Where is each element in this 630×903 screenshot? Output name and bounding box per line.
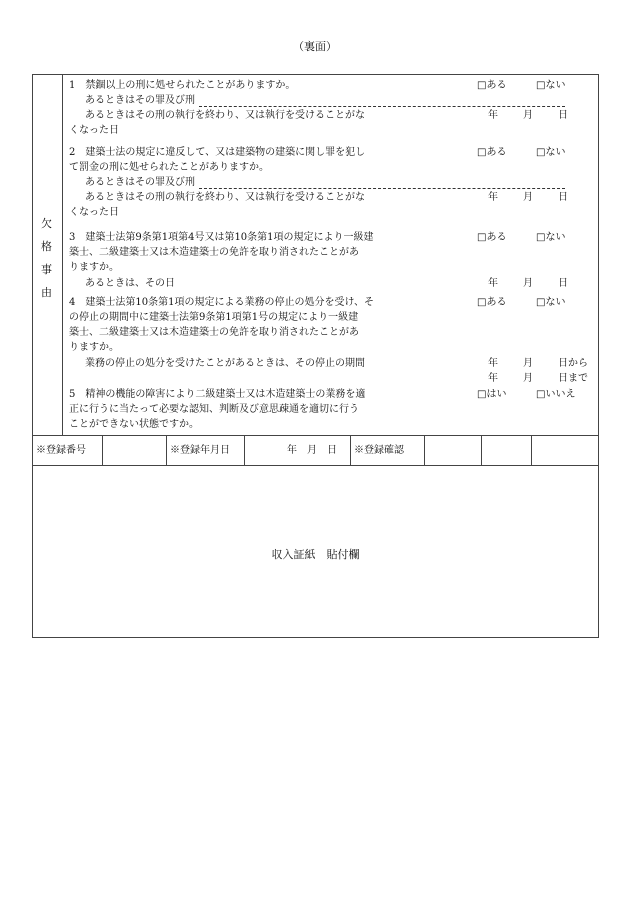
question-text: 築士、二級建築士又は木造建築士の免許を取り消されたことがあ	[69, 247, 359, 258]
option-no-checkbox[interactable]: □いいえ	[536, 389, 576, 400]
question-text: りますか。	[69, 262, 119, 273]
option-no-checkbox[interactable]: □ない	[536, 80, 566, 91]
sub-text: 業務の停止の処分を受けたことがあるときは、その停止の期間	[85, 358, 365, 369]
sub-text: あるときはその刑の執行を終わり、又は執行を受けることがな	[85, 110, 365, 121]
answer-line[interactable]	[199, 188, 565, 189]
date-month: 月	[523, 278, 533, 289]
question-text: て罰金の刑に処せられたことがありますか。	[69, 162, 269, 173]
registration-confirm-field[interactable]	[482, 436, 532, 465]
option-yes-checkbox[interactable]: □ある	[477, 80, 507, 91]
registration-confirm-label: ※登録確認	[351, 436, 425, 465]
revenue-stamp-label: 収入証紙 貼付欄	[271, 548, 360, 561]
date-month: 月	[523, 192, 533, 203]
date-day-until: 日まで	[558, 373, 588, 384]
question-text: 4 建築士法第10条第1項の規定による業務の停止の処分を受け、そ	[69, 297, 375, 308]
option-no-checkbox[interactable]: □ない	[536, 297, 566, 308]
date-day-from: 日から	[558, 358, 588, 369]
option-yes-checkbox[interactable]: □ある	[477, 297, 507, 308]
question-text: ことができない状態ですか。	[69, 419, 199, 430]
question-text: 1 禁錮以上の刑に処せられたことがありますか。	[69, 80, 296, 91]
option-no-checkbox[interactable]: □ない	[536, 147, 566, 158]
sub-text: あるときはその罪及び刑	[85, 95, 195, 106]
page-title: （裏面）	[293, 40, 337, 53]
question-text: 2 建築士法の規定に違反して、又は建築物の建築に関し罪を犯し	[69, 147, 366, 158]
disqualification-side-label	[33, 75, 63, 435]
date-month: 月	[523, 110, 533, 121]
registration-row	[32, 436, 599, 466]
side-char: 欠	[41, 217, 52, 230]
side-char: 由	[41, 286, 52, 299]
side-char: 事	[41, 263, 52, 276]
date-day: 日	[558, 278, 568, 289]
question-text: 5 精神の機能の障害により二級建築士又は木造建築士の業務を適	[69, 389, 366, 400]
date-year: 年	[488, 373, 498, 384]
date-year: 年	[488, 192, 498, 203]
registration-date-label: ※登録年月日	[167, 436, 245, 465]
date-day: 日	[558, 192, 568, 203]
option-yes-checkbox[interactable]: □はい	[477, 389, 507, 400]
registration-number-label: ※登録番号	[33, 436, 103, 465]
date-year: 年	[488, 358, 498, 369]
sub-text: くなった日	[69, 125, 119, 136]
date-year: 年	[488, 278, 498, 289]
option-no-checkbox[interactable]: □ない	[536, 232, 566, 243]
sub-text: あるときはその刑の執行を終わり、又は執行を受けることがな	[85, 192, 365, 203]
answer-line[interactable]	[199, 106, 565, 107]
question-text: 正に行うに当たって必要な認知、判断及び意思疎通を適切に行う	[69, 404, 359, 415]
registration-number-field[interactable]	[103, 436, 167, 465]
sub-text: あるときはその罪及び刑	[85, 177, 195, 188]
disqualification-section	[32, 74, 599, 436]
option-yes-checkbox[interactable]: □ある	[477, 147, 507, 158]
question-text: りますか。	[69, 342, 119, 353]
date-day: 日	[558, 110, 568, 121]
registration-date-field[interactable]: 年 月 日	[245, 436, 351, 465]
date-year: 年	[488, 110, 498, 121]
sub-text: あるときは、その日	[85, 278, 175, 289]
sub-text: くなった日	[69, 207, 119, 218]
option-yes-checkbox[interactable]: □ある	[477, 232, 507, 243]
revenue-stamp-area	[32, 466, 599, 638]
question-text: の停止の期間中に建築士法第9条第1項第1号の規定により一級建	[69, 312, 359, 323]
side-char: 格	[41, 240, 52, 253]
question-text: 築士、二級建築士又は木造建築士の免許を取り消されたことがあ	[69, 327, 359, 338]
date-month: 月	[523, 358, 533, 369]
registration-confirm-field[interactable]	[425, 436, 482, 465]
question-text: 3 建築士法第9条第1項第4号又は第10条第1項の規定により一級建	[69, 232, 374, 243]
date-month: 月	[523, 373, 533, 384]
